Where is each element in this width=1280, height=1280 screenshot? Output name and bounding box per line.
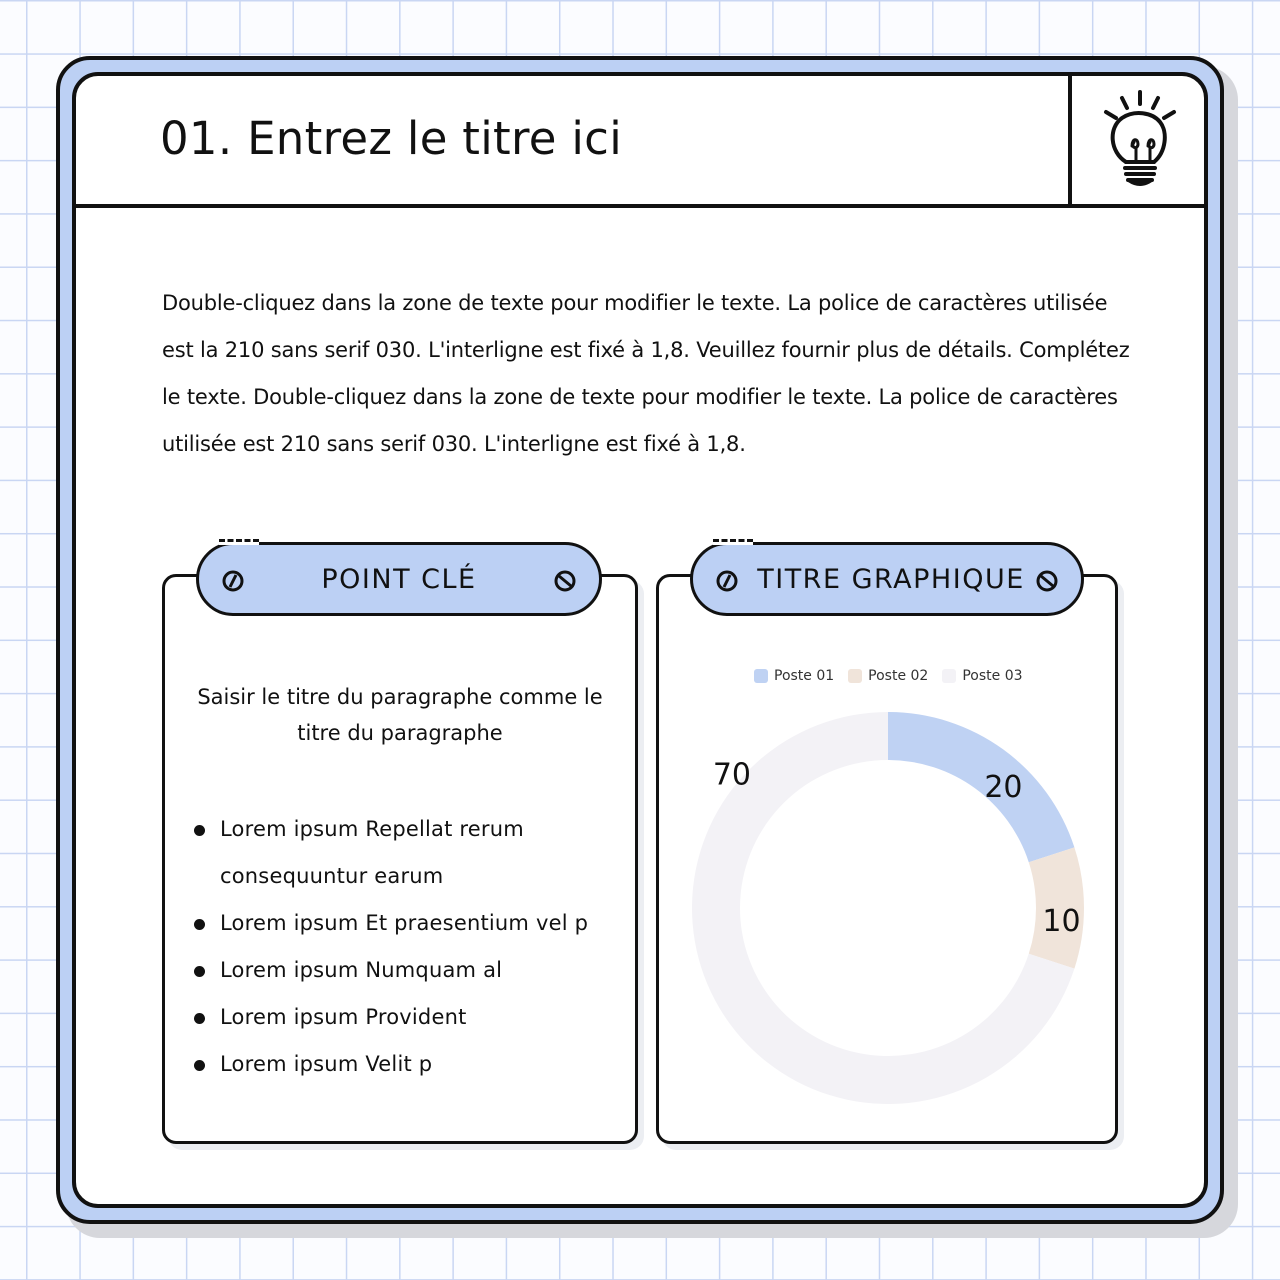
data-label: 20 [984, 770, 1023, 806]
chart-legend [754, 668, 1023, 684]
prohibited-icon [553, 569, 577, 593]
key-point-tab [196, 542, 602, 616]
legend-label: Poste 01 [774, 668, 835, 684]
prohibited-icon [1035, 569, 1059, 593]
list-item[interactable]: Lorem ipsum Provident [190, 994, 630, 1041]
intro-paragraph[interactable]: Double-cliquez dans la zone de texte pour modifier le texte. La police de caractères utilisée est la 210 sans serif 030. L'interligne est fixé à 1,8. Veuillez fournir plus de détails. Complétez le texte. Double-cliquez dans la zone de texte pour modifier le texte. La police de caractères utilisée est 210 sans serif 030. L'interligne est fixé à 1,8. [162, 291, 1130, 456]
legend-entry [754, 668, 834, 684]
key-point-title: POINT CLÉ [321, 563, 477, 595]
data-label: 70 [712, 757, 752, 793]
donut-chart [678, 698, 1098, 1118]
page-title[interactable]: 01. Entrez le titre ici [160, 112, 623, 165]
list-item[interactable]: Lorem ipsum Numquam al [190, 947, 630, 994]
legend-swatch [848, 669, 862, 683]
list-item[interactable]: Lorem ipsum Velit p [190, 1041, 630, 1088]
chart-title: TITRE GRAPHIQUE [757, 563, 1025, 595]
legend-label: Poste 03 [962, 668, 1023, 684]
list-item[interactable]: Lorem ipsum Et praesentium vel p [190, 900, 630, 947]
tab-notch [713, 539, 753, 545]
lightbulb-icon [1096, 84, 1196, 194]
legend-swatch [942, 669, 956, 683]
slash-circle-icon [715, 569, 739, 593]
list-item[interactable]: Lorem ipsum Repellat rerum consequuntur earum [190, 806, 630, 900]
paragraph-title[interactable]: Saisir le titre du paragraphe comme le titre du paragraphe [197, 685, 603, 745]
header-divider [1068, 76, 1072, 208]
legend-label: Poste 02 [868, 668, 929, 684]
data-label: 10 [1042, 903, 1081, 939]
donut-slice[interactable] [888, 712, 1074, 862]
chart-tab [690, 542, 1084, 616]
legend-swatch [754, 669, 768, 683]
legend-entry [848, 668, 928, 684]
legend-entry [942, 668, 1022, 684]
tab-notch [219, 539, 259, 545]
bullet-list [190, 806, 630, 1088]
slash-circle-icon [221, 569, 245, 593]
